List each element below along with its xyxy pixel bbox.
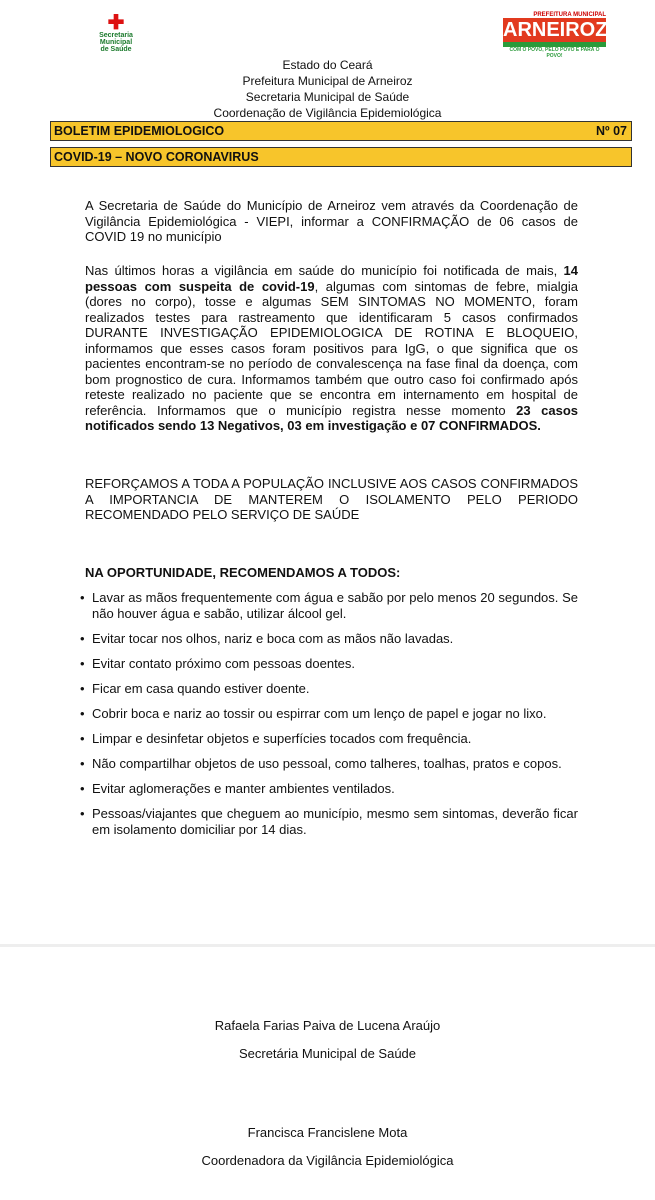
signature-role: Coordenadora da Vigilância Epidemiológica — [201, 1153, 454, 1168]
list-item: • Limpar e desinfetar objetos e superfícies tocados com frequência. — [80, 731, 578, 747]
p2-text-c: , algumas com sintomas de febre, mialgia (dores no corpo), tosse e algumas SEM SINTOMAS NO MOMENTO, foram realizados testes para rastreamento que identificaram 5 casos confirmados DURANTE INVESTIGAÇÃO EPIDEMIOLOGICA DE ROTINA E BLOQUEIO, informamos que esses casos foram positivos para IgG, o que significa que os pacientes encontram-se no período de convalescença na fase final da doença, com bom prognostico de cura. Informamos também que outro caso foi confirmado após reteste realizado no paciente que se encontra em internamento em hospital de referência. Informamos que o município registra nesse momento — [85, 278, 578, 418]
header-line: Prefeitura Municipal de Arneiroz — [242, 74, 413, 88]
health-secretariat-logo — [92, 14, 140, 54]
arneiroz-logo — [503, 12, 606, 58]
logo-right-slogan: COM O POVO, PELO POVO E PARA O POVO! — [509, 47, 600, 59]
list-item: • Evitar contato próximo com pessoas doentes. — [80, 656, 578, 672]
paragraph-situation — [85, 263, 578, 434]
list-item: • Pessoas/viajantes que cheguem ao município, mesmo sem sintomas, deverão ficar em isolamento domiciliar por 14 dias. — [80, 806, 578, 838]
logo-right-name: ARNEIROZ — [503, 18, 606, 47]
bulletin-subtitle: COVID-19 – NOVO CORONAVIRUS — [54, 150, 259, 164]
logo-left-line: de Saúde — [100, 46, 132, 53]
bulletin-number: Nº 07 — [596, 124, 627, 138]
logo-right-top: PREFEITURA MUNICIPAL — [533, 12, 606, 18]
signature-name: Rafaela Farias Paiva de Lucena Araújo — [214, 1018, 441, 1033]
list-item: • Evitar tocar nos olhos, nariz e boca com as mãos não lavadas. — [80, 631, 578, 647]
paragraph-intro: A Secretaria de Saúde do Município de Arneiroz vem através da Coordenação de Vigilância Epidemiológica - VIEPI, informar a CONFIRMAÇÃO de 06 casos de COVID 19 no município — [85, 198, 578, 244]
bulletin-title: BOLETIM EPIDEMIOLOGICO — [54, 124, 225, 138]
p2-bold-totals: 23 casos notificados sendo 13 Negativos, 03 em investigação e 07 CONFIRMADOS. — [85, 402, 578, 433]
paragraph-reinforcement: REFORÇAMOS A TODA A POPULAÇÃO INCLUSIVE AOS CASOS CONFIRMADOS A IMPORTANCIA DE MANTEREM O ISOLAMENTO PELO PERIODO RECOMENDADO PELO SERVIÇO DE SAÚDE — [85, 476, 578, 522]
p2-text-a: Nas últimos horas a vigilância em saúde do município foi notificada de mais, — [85, 263, 564, 278]
list-item: • Evitar aglomerações e manter ambientes ventilados. — [80, 781, 578, 797]
list-item: • Cobrir boca e nariz ao tossir ou espirrar com um lenço de papel e jogar no lixo. — [80, 706, 578, 722]
list-item: • Lavar as mãos frequentemente com água e sabão por pelo menos 20 segundos. Se não houver água e sabão, utilizar álcool gel. — [80, 590, 578, 622]
cross-icon: ✚ — [107, 12, 125, 34]
header-line: Coordenação de Vigilância Epidemiológica — [213, 106, 442, 120]
list-item: • Não compartilhar objetos de uso pessoal, como talheres, toalhas, pratos e copos. — [80, 756, 578, 772]
signature-name: Francisca Francislene Mota — [247, 1125, 408, 1140]
header-line: Estado do Ceará — [282, 58, 373, 72]
bulletin-subtitle-band — [50, 147, 632, 167]
p2-bold-suspects: 14 pessoas com suspeita de covid-19 — [85, 263, 578, 294]
signature-role: Secretária Municipal de Saúde — [238, 1046, 417, 1061]
logo-left-line: Secretaria — [99, 32, 133, 39]
recommendations-list — [80, 590, 578, 847]
logo-left-line: Municipal — [99, 39, 133, 46]
header-line: Secretaria Municipal de Saúde — [245, 90, 410, 104]
recommendations-title: NA OPORTUNIDADE, RECOMENDAMOS A TODOS: — [85, 565, 401, 580]
list-item: • Ficar em casa quando estiver doente. — [80, 681, 578, 697]
page-divider — [0, 944, 655, 947]
bulletin-title-band — [50, 121, 632, 141]
document-header — [0, 57, 655, 121]
